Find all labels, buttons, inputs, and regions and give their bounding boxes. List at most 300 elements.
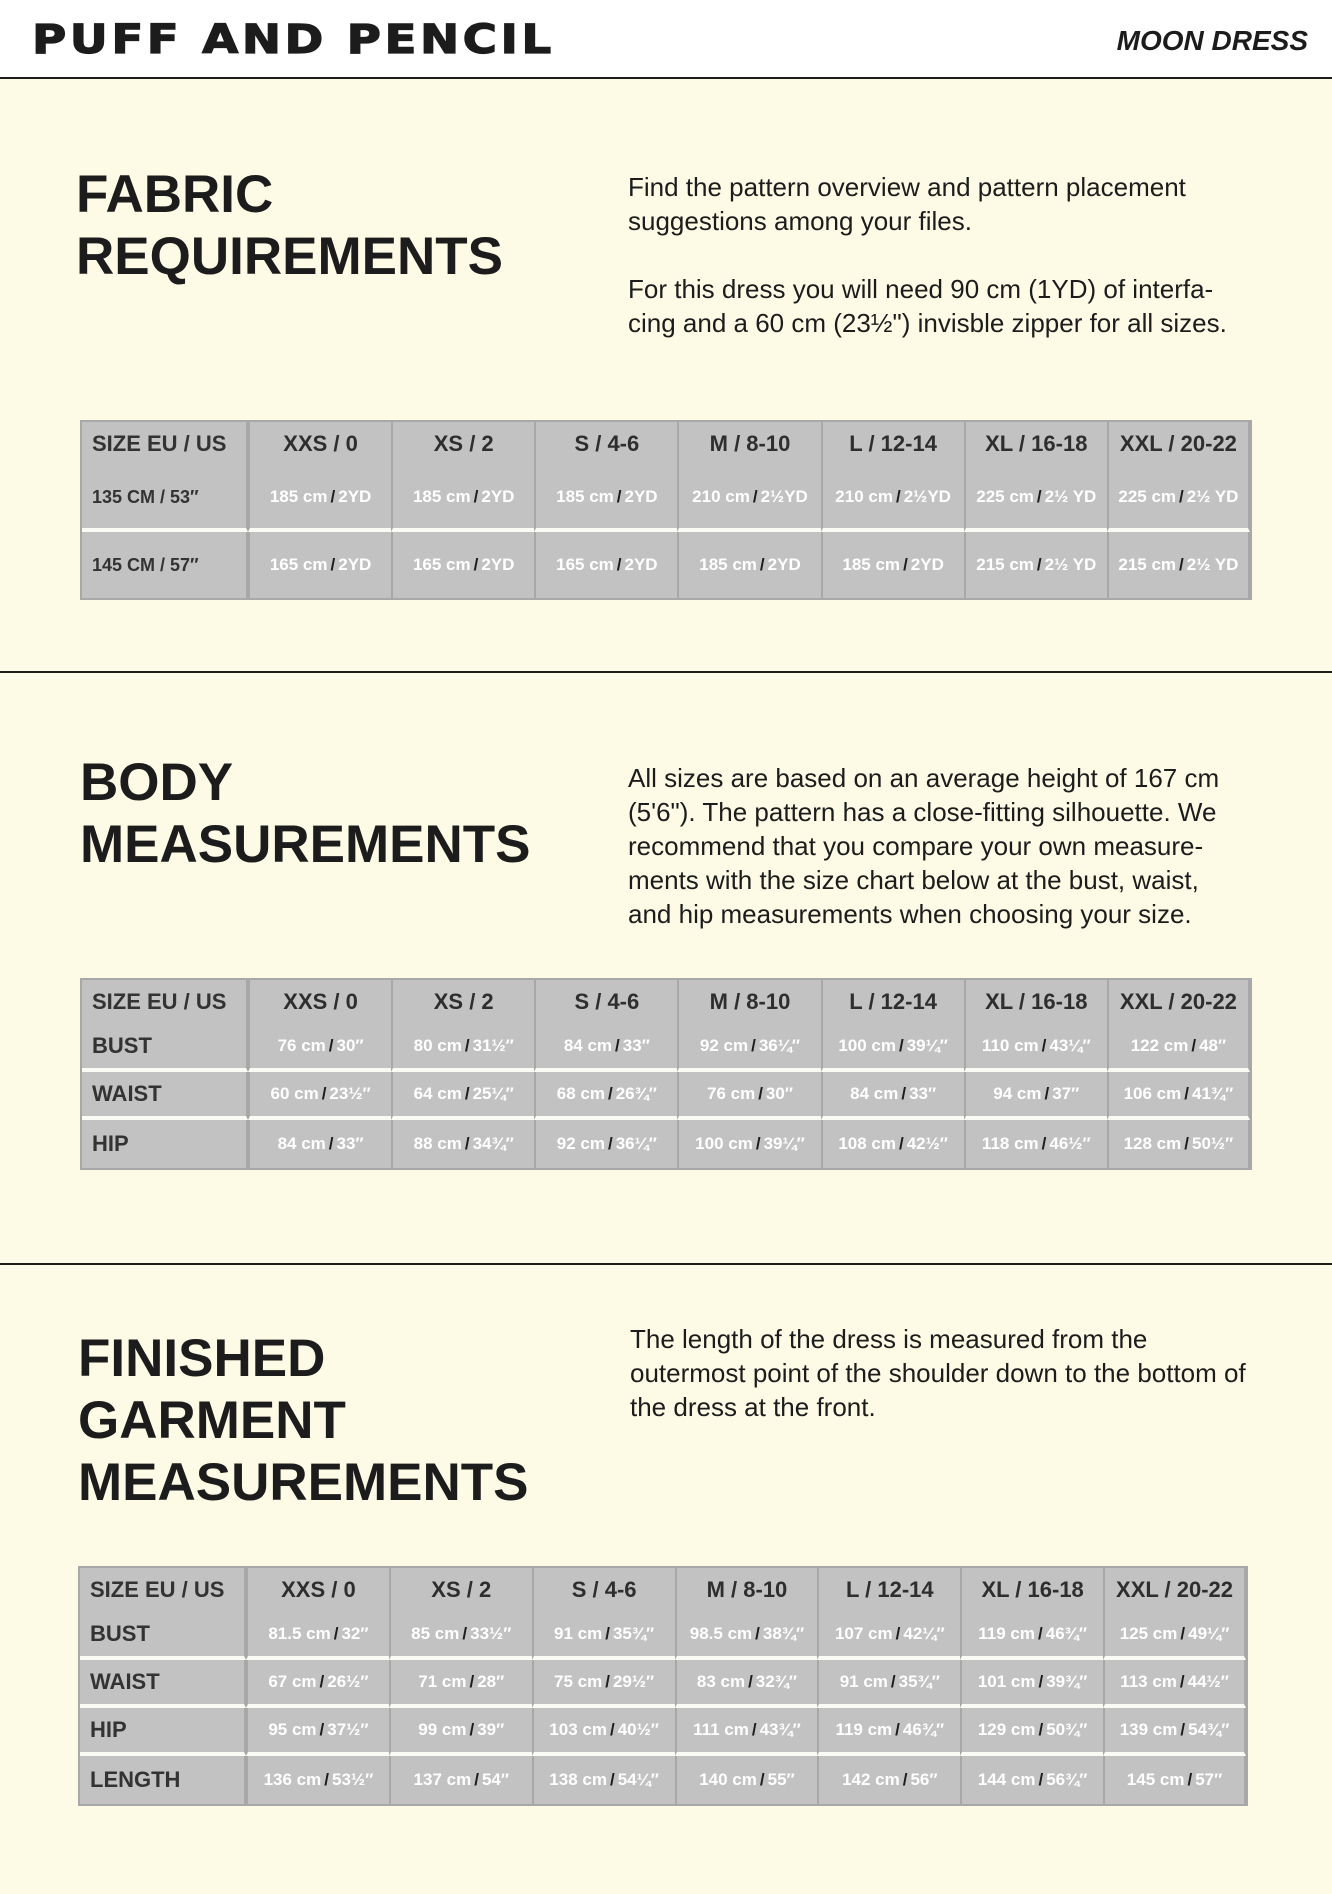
imperial-value: 2½ YD (1044, 555, 1097, 574)
metric-value: 185 cm (699, 555, 757, 574)
unit-separator: / (462, 1624, 468, 1643)
unit-separator: / (607, 1084, 613, 1103)
metric-value: 119 cm (835, 1720, 893, 1739)
unit-separator: / (615, 1036, 620, 1055)
metric-value: 210 cm (692, 487, 750, 506)
document-title: MOON DRESS (1116, 25, 1308, 56)
finished-garment-title (78, 1328, 529, 1514)
title-line: FINISHED (78, 1329, 326, 1388)
imperial-value: 32″ (341, 1624, 369, 1643)
table-row (80, 1660, 1246, 1708)
metric-value: 125 cm (1119, 1624, 1178, 1643)
page-header (0, 0, 1332, 79)
unit-separator: / (759, 1770, 765, 1789)
table-row (80, 1612, 1246, 1660)
imperial-value: 39¾″ (1046, 1672, 1088, 1691)
size-column-header: XL / 16-18 (964, 422, 1107, 466)
unit-separator: / (895, 1624, 901, 1643)
unit-separator: / (324, 1770, 329, 1789)
measurement-cell (1107, 466, 1250, 532)
unit-separator: / (902, 1770, 908, 1789)
metric-value: 110 cm (981, 1036, 1039, 1055)
metric-value: 80 cm (413, 1036, 462, 1055)
fabric-requirements-text (628, 170, 1248, 340)
metric-value: 84 cm (277, 1134, 326, 1153)
imperial-value: 36¼″ (615, 1134, 657, 1153)
title-line: FABRIC (76, 165, 274, 224)
metric-value: 101 cm (977, 1672, 1036, 1691)
imperial-value: 2YD (624, 555, 658, 574)
unit-separator: / (1191, 1036, 1197, 1055)
metric-value: 100 cm (838, 1036, 896, 1055)
brand-logo-text: PUFF AND PENCIL (32, 17, 555, 63)
imperial-value: 53½″ (332, 1770, 374, 1789)
table-row (82, 532, 1250, 598)
measurement-cell (964, 1120, 1107, 1168)
unit-separator: / (330, 487, 336, 506)
imperial-value: 49¼″ (1188, 1624, 1230, 1643)
imperial-value: 23½″ (329, 1084, 371, 1103)
metric-value: 99 cm (418, 1720, 467, 1739)
measurement-cell (821, 1024, 964, 1072)
measurement-cell (817, 1756, 960, 1804)
metric-value: 95 cm (268, 1720, 317, 1739)
unit-separator: / (609, 1770, 615, 1789)
imperial-value: 29½″ (612, 1672, 655, 1691)
unit-separator: / (1041, 1036, 1047, 1055)
imperial-value: 43¼″ (1049, 1036, 1091, 1055)
metric-value: 67 cm (268, 1672, 317, 1691)
title-line: MEASUREMENTS (78, 1453, 529, 1512)
metric-value: 165 cm (269, 555, 328, 574)
metric-value: 94 cm (993, 1084, 1042, 1103)
measurement-cell (960, 1660, 1103, 1708)
size-column-header: XXS / 0 (246, 1568, 389, 1612)
measurement-cell (1103, 1612, 1246, 1660)
imperial-value: 2YD (481, 487, 515, 506)
row-label: HIP (82, 1120, 248, 1168)
size-header-cell: SIZE EU / US (80, 1568, 246, 1612)
unit-separator: / (464, 1084, 470, 1103)
body-measurements-text (628, 761, 1248, 931)
metric-value: 185 cm (269, 487, 328, 506)
size-column-header: XXL / 20-22 (1107, 422, 1250, 466)
metric-value: 75 cm (554, 1672, 603, 1691)
imperial-value: 39¼″ (763, 1134, 805, 1153)
unit-separator: / (755, 1624, 760, 1643)
paragraph: Find the pattern overview and pattern placement suggestions among your files. (628, 172, 1186, 236)
section-divider (0, 671, 1332, 673)
measurement-cell (532, 1612, 675, 1660)
measurement-cell (675, 1756, 818, 1804)
measurement-cell (675, 1612, 818, 1660)
measurement-cell (534, 1024, 677, 1072)
unit-separator: / (748, 1672, 753, 1691)
unit-separator: / (605, 1624, 610, 1643)
unit-separator: / (1036, 555, 1042, 574)
metric-value: 119 cm (978, 1624, 1036, 1643)
unit-separator: / (464, 1134, 470, 1153)
unit-separator: / (319, 1672, 325, 1691)
measurement-cell (248, 1072, 391, 1120)
table-row (82, 1120, 1250, 1168)
title-line: BODY (80, 753, 234, 812)
measurement-cell (817, 1708, 960, 1756)
metric-value: 76 cm (706, 1084, 756, 1103)
measurement-cell (532, 1708, 675, 1756)
imperial-value: 35¾″ (612, 1624, 655, 1643)
size-column-header: XL / 16-18 (960, 1568, 1103, 1612)
metric-value: 88 cm (413, 1134, 462, 1153)
metric-value: 122 cm (1130, 1036, 1189, 1055)
metric-value: 215 cm (976, 555, 1034, 574)
imperial-value: 40½″ (617, 1720, 659, 1739)
metric-value: 136 cm (263, 1770, 322, 1789)
imperial-value: 2½YD (760, 487, 808, 506)
fabric-requirements-table (82, 422, 1250, 598)
metric-value: 111 cm (693, 1720, 749, 1739)
imperial-value: 2YD (338, 555, 372, 574)
metric-value: 139 cm (1119, 1720, 1178, 1739)
metric-value: 91 cm (839, 1672, 888, 1691)
body-measurements-table (82, 980, 1250, 1168)
imperial-value: 2½ YD (1186, 487, 1239, 506)
metric-value: 142 cm (842, 1770, 900, 1789)
measurement-cell (391, 1072, 534, 1120)
measurement-cell (246, 1756, 389, 1804)
size-column-header: M / 8-10 (675, 1568, 818, 1612)
metric-value: 106 cm (1123, 1084, 1182, 1103)
measurement-cell (964, 532, 1107, 598)
measurement-cell (248, 1024, 391, 1072)
measurement-cell (1107, 1024, 1250, 1072)
imperial-value: 34¾″ (472, 1134, 514, 1153)
imperial-value: 33″ (336, 1134, 364, 1153)
measurement-cell (675, 1660, 818, 1708)
unit-separator: / (1184, 1084, 1189, 1103)
measurement-cell (534, 1120, 677, 1168)
unit-separator: / (321, 1084, 327, 1103)
measurement-cell (1107, 1072, 1250, 1120)
size-column-header: L / 12-14 (821, 980, 964, 1024)
measurement-cell (821, 1120, 964, 1168)
imperial-value: 39″ (477, 1720, 505, 1739)
measurement-cell (389, 1660, 532, 1708)
row-label: HIP (80, 1708, 246, 1756)
measurement-cell (246, 1612, 389, 1660)
measurement-cell (389, 1756, 532, 1804)
size-column-header: S / 4-6 (534, 422, 677, 466)
measurement-cell (248, 532, 391, 598)
unit-separator: / (469, 1672, 475, 1691)
table-header-row (82, 422, 1250, 466)
measurement-cell (532, 1756, 675, 1804)
metric-value: 128 cm (1123, 1134, 1182, 1153)
metric-value: 118 cm (981, 1134, 1039, 1153)
unit-separator: / (1179, 1672, 1185, 1691)
measurement-cell (821, 1072, 964, 1120)
metric-value: 215 cm (1118, 555, 1177, 574)
metric-value: 185 cm (556, 487, 614, 506)
metric-value: 68 cm (556, 1084, 605, 1103)
measurement-cell (960, 1756, 1103, 1804)
unit-separator: / (474, 1770, 479, 1789)
measurement-cell (817, 1660, 960, 1708)
table-row (80, 1708, 1246, 1756)
imperial-value: 39¼″ (906, 1036, 948, 1055)
size-column-header: XXS / 0 (248, 422, 391, 466)
measurement-cell (677, 532, 820, 598)
row-label: 135 CM / 53″ (82, 466, 248, 532)
imperial-value: 2YD (910, 555, 944, 574)
finished-garment-table (80, 1568, 1246, 1804)
measurement-cell (391, 532, 534, 598)
unit-separator: / (328, 1036, 334, 1055)
measurement-cell (821, 466, 964, 532)
imperial-value: 25¼″ (472, 1084, 514, 1103)
metric-value: 76 cm (277, 1036, 326, 1055)
metric-value: 225 cm (976, 487, 1034, 506)
metric-value: 138 cm (549, 1770, 607, 1789)
metric-value: 92 cm (699, 1036, 749, 1055)
measurement-cell (389, 1708, 532, 1756)
unit-separator: / (895, 1720, 900, 1739)
unit-separator: / (319, 1720, 325, 1739)
table-row (82, 466, 1250, 532)
unit-separator: / (903, 555, 908, 574)
size-column-header: M / 8-10 (677, 422, 820, 466)
imperial-value: 55″ (767, 1770, 795, 1789)
unit-separator: / (1180, 1720, 1186, 1739)
table-header-row (80, 1568, 1246, 1612)
imperial-value: 33½″ (470, 1624, 512, 1643)
metric-value: 71 cm (418, 1672, 467, 1691)
imperial-value: 2YD (481, 555, 515, 574)
unit-separator: / (333, 1624, 339, 1643)
unit-separator: / (605, 1672, 610, 1691)
measurement-cell (1103, 1660, 1246, 1708)
unit-separator: / (890, 1672, 896, 1691)
title-line: REQUIREMENTS (76, 227, 503, 286)
size-column-header: L / 12-14 (817, 1568, 960, 1612)
unit-separator: / (1184, 1134, 1189, 1153)
unit-separator: / (1041, 1134, 1047, 1153)
unit-separator: / (464, 1036, 470, 1055)
size-header-cell: SIZE EU / US (82, 422, 248, 466)
table-row (82, 1024, 1250, 1072)
measurement-cell (391, 1024, 534, 1072)
imperial-value: 56″ (910, 1770, 938, 1789)
measurement-cell (677, 1024, 820, 1072)
imperial-value: 37″ (1052, 1084, 1080, 1103)
row-label: BUST (82, 1024, 248, 1072)
unit-separator: / (751, 1720, 757, 1739)
imperial-value: 56¾″ (1046, 1770, 1088, 1789)
size-header-cell: SIZE EU / US (82, 980, 248, 1024)
measurement-cell (677, 1120, 820, 1168)
unit-separator: / (895, 487, 901, 506)
title-line: GARMENT (78, 1391, 346, 1450)
imperial-value: 33″ (622, 1036, 650, 1055)
size-column-header: XS / 2 (391, 980, 534, 1024)
imperial-value: 35¾″ (898, 1672, 940, 1691)
size-column-header: XL / 16-18 (964, 980, 1107, 1024)
measurement-cell (1107, 532, 1250, 598)
imperial-value: 32¾″ (755, 1672, 798, 1691)
metric-value: 100 cm (695, 1134, 753, 1153)
size-column-header: M / 8-10 (677, 980, 820, 1024)
paragraph: For this dress you will need 90 cm (1YD) of interfa-cing and a 60 cm (23½") invisble zipper for all sizes. (628, 274, 1227, 338)
unit-separator: / (469, 1720, 475, 1739)
imperial-value: 48″ (1199, 1036, 1227, 1055)
imperial-value: 36¼″ (758, 1036, 801, 1055)
imperial-value: 46¾″ (1045, 1624, 1087, 1643)
size-column-header: XXL / 20-22 (1103, 1568, 1246, 1612)
measurement-cell (1103, 1708, 1246, 1756)
imperial-value: 44½″ (1187, 1672, 1229, 1691)
metric-value: 165 cm (412, 555, 471, 574)
unit-separator: / (1044, 1084, 1050, 1103)
metric-value: 60 cm (270, 1084, 319, 1103)
imperial-value: 37½″ (327, 1720, 369, 1739)
unit-separator: / (1036, 487, 1042, 506)
measurement-cell (964, 1072, 1107, 1120)
size-column-header: S / 4-6 (532, 1568, 675, 1612)
row-label: LENGTH (80, 1756, 246, 1804)
measurement-cell (248, 1120, 391, 1168)
measurement-cell (248, 466, 391, 532)
metric-value: 144 cm (977, 1770, 1036, 1789)
size-column-header: XS / 2 (389, 1568, 532, 1612)
imperial-value: 2YD (767, 555, 801, 574)
unit-separator: / (473, 555, 479, 574)
measurement-cell (677, 466, 820, 532)
measurement-cell (391, 466, 534, 532)
unit-separator: / (898, 1134, 904, 1153)
imperial-value: 46¾″ (902, 1720, 945, 1739)
metric-value: 103 cm (549, 1720, 607, 1739)
measurement-cell (821, 532, 964, 598)
metric-value: 108 cm (838, 1134, 896, 1153)
unit-separator: / (755, 1134, 761, 1153)
imperial-value: 57″ (1195, 1770, 1223, 1789)
imperial-value: 38¾″ (762, 1624, 805, 1643)
imperial-value: 33″ (909, 1084, 937, 1103)
size-column-header: L / 12-14 (821, 422, 964, 466)
unit-separator: / (1180, 1624, 1186, 1643)
metric-value: 185 cm (842, 555, 901, 574)
metric-value: 91 cm (554, 1624, 603, 1643)
metric-value: 85 cm (411, 1624, 460, 1643)
measurement-cell (1107, 1120, 1250, 1168)
metric-value: 145 cm (1126, 1770, 1185, 1789)
metric-value: 137 cm (413, 1770, 472, 1789)
unit-separator: / (1187, 1770, 1193, 1789)
unit-separator: / (898, 1036, 904, 1055)
finished-garment-text (630, 1322, 1250, 1424)
imperial-value: 46½″ (1049, 1134, 1091, 1153)
metric-value: 210 cm (835, 487, 893, 506)
unit-separator: / (759, 555, 765, 574)
metric-value: 83 cm (696, 1672, 746, 1691)
measurement-cell (960, 1708, 1103, 1756)
metric-value: 165 cm (556, 555, 614, 574)
row-label: WAIST (82, 1072, 248, 1120)
imperial-value: 54¼″ (617, 1770, 659, 1789)
row-label: WAIST (80, 1660, 246, 1708)
imperial-value: 26½″ (327, 1672, 369, 1691)
unit-separator: / (607, 1134, 613, 1153)
metric-value: 113 cm (1120, 1672, 1177, 1691)
row-label: 145 CM / 57″ (82, 532, 248, 598)
measurement-cell (675, 1708, 818, 1756)
unit-separator: / (758, 1084, 763, 1103)
size-column-header: S / 4-6 (534, 980, 677, 1024)
unit-separator: / (751, 1036, 756, 1055)
metric-value: 81.5 cm (268, 1624, 331, 1643)
metric-value: 225 cm (1118, 487, 1177, 506)
imperial-value: 28″ (477, 1672, 505, 1691)
measurement-cell (534, 466, 677, 532)
measurement-cell (960, 1612, 1103, 1660)
table-row (82, 1072, 1250, 1120)
size-column-header: XXS / 0 (248, 980, 391, 1024)
imperial-value: 50¾″ (1046, 1720, 1088, 1739)
unit-separator: / (473, 487, 479, 506)
imperial-value: 43¾″ (759, 1720, 801, 1739)
unit-separator: / (752, 487, 758, 506)
metric-value: 64 cm (413, 1084, 462, 1103)
size-column-header: XS / 2 (391, 422, 534, 466)
unit-separator: / (616, 555, 622, 574)
imperial-value: 30″ (765, 1084, 793, 1103)
paragraph: All sizes are based on an average height of 167 cm (5'6"). The pattern has a close-fitting silhouette. We recommend that you compare your own measure-ments with the size chart below at the bust, waist, and hip measurements when choosing your size. (628, 763, 1220, 929)
unit-separator: / (1179, 487, 1184, 506)
size-column-header: XXL / 20-22 (1107, 980, 1250, 1024)
paragraph: The length of the dress is measured from the outermost point of the shoulder down to the bottom of the dress at the front. (630, 1324, 1246, 1422)
measurement-cell (1103, 1756, 1246, 1804)
imperial-value: 54″ (481, 1770, 509, 1789)
metric-value: 185 cm (412, 487, 471, 506)
imperial-value: 41¾″ (1192, 1084, 1234, 1103)
measurement-cell (246, 1708, 389, 1756)
unit-separator: / (901, 1084, 907, 1103)
unit-separator: / (609, 1720, 615, 1739)
unit-separator: / (330, 555, 336, 574)
imperial-value: 50½″ (1192, 1134, 1234, 1153)
measurement-cell (677, 1072, 820, 1120)
metric-value: 129 cm (977, 1720, 1036, 1739)
unit-separator: / (616, 487, 622, 506)
measurement-cell (534, 1072, 677, 1120)
measurement-cell (964, 1024, 1107, 1072)
section-divider (0, 1263, 1332, 1265)
measurement-cell (817, 1612, 960, 1660)
imperial-value: 30″ (336, 1036, 364, 1055)
imperial-value: 26¾″ (615, 1084, 657, 1103)
imperial-value: 2YD (338, 487, 372, 506)
unit-separator: / (1038, 1672, 1044, 1691)
body-measurements-title (80, 752, 531, 876)
measurement-cell (532, 1660, 675, 1708)
unit-separator: / (1179, 555, 1184, 574)
table-header-row (82, 980, 1250, 1024)
fabric-requirements-title (76, 164, 503, 288)
unit-separator: / (1038, 1624, 1043, 1643)
unit-separator: / (328, 1134, 334, 1153)
metric-value: 92 cm (556, 1134, 605, 1153)
imperial-value: 31½″ (472, 1036, 514, 1055)
